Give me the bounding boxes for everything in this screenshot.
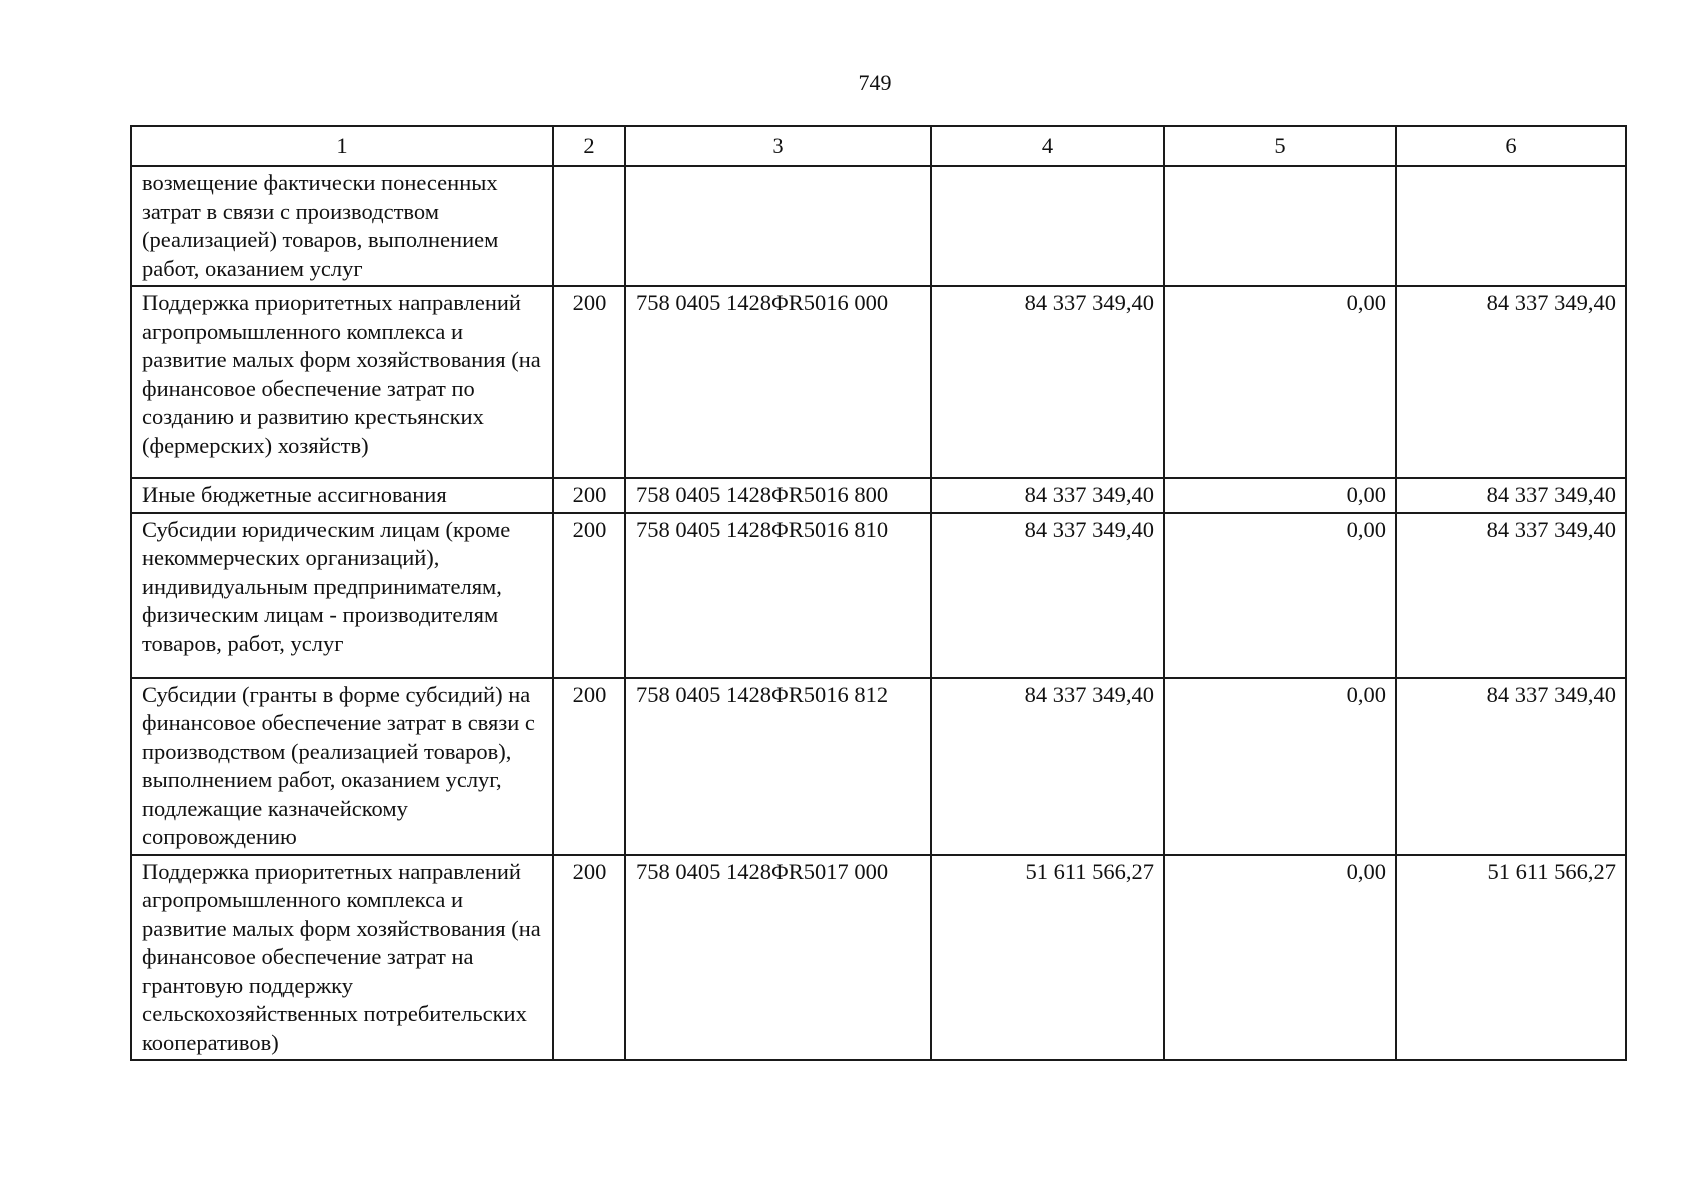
cell-total: 84 337 349,40 (1396, 513, 1626, 678)
table-header-row (131, 126, 1626, 166)
cell-status: 200 (553, 286, 625, 478)
cell-total: 84 337 349,40 (1396, 478, 1626, 513)
cell-code (625, 166, 931, 286)
cell-change: 0,00 (1164, 855, 1396, 1061)
budget-table (130, 125, 1627, 1061)
cell-amount: 84 337 349,40 (931, 513, 1164, 678)
table-row (131, 513, 1626, 678)
table-row (131, 286, 1626, 478)
cell-amount: 51 611 566,27 (931, 855, 1164, 1061)
cell-change: 0,00 (1164, 478, 1396, 513)
table-row (131, 166, 1626, 286)
cell-change: 0,00 (1164, 678, 1396, 855)
cell-status: 200 (553, 855, 625, 1061)
cell-status (553, 166, 625, 286)
table-row (131, 855, 1626, 1061)
cell-total: 84 337 349,40 (1396, 678, 1626, 855)
cell-change (1164, 166, 1396, 286)
column-header-4: 4 (931, 126, 1164, 166)
cell-amount: 84 337 349,40 (931, 678, 1164, 855)
column-header-5: 5 (1164, 126, 1396, 166)
cell-total: 84 337 349,40 (1396, 286, 1626, 478)
cell-name: Поддержка приоритетных направлений агропромышленного комплекса и развитие малых форм хозяйствования (на финансовое обеспечение затрат по созданию и развитию крестьянских (фермерских) хозяйств) (131, 286, 553, 478)
cell-amount: 84 337 349,40 (931, 478, 1164, 513)
cell-code: 758 0405 1428ФR5016 810 (625, 513, 931, 678)
column-header-6: 6 (1396, 126, 1626, 166)
cell-name: возмещение фактически понесенных затрат в связи с производством (реализацией) товаров, выполнением работ, оказанием услуг (131, 166, 553, 286)
cell-name: Иные бюджетные ассигнования (131, 478, 553, 513)
table-row (131, 478, 1626, 513)
cell-amount (931, 166, 1164, 286)
column-header-1: 1 (131, 126, 553, 166)
cell-status: 200 (553, 513, 625, 678)
cell-amount: 84 337 349,40 (931, 286, 1164, 478)
cell-name: Субсидии (гранты в форме субсидий) на финансовое обеспечение затрат в связи с производством (реализацией товаров), выполнением работ, оказанием услуг, подлежащие казначейскому сопровождению (131, 678, 553, 855)
cell-code: 758 0405 1428ФR5017 000 (625, 855, 931, 1061)
page-number: 749 (858, 70, 892, 95)
cell-change: 0,00 (1164, 286, 1396, 478)
cell-status: 200 (553, 678, 625, 855)
cell-name: Субсидии юридическим лицам (кроме некоммерческих организаций), индивидуальным предпринимателям, физическим лицам - производителям товаров, работ, услуг (131, 513, 553, 678)
cell-total (1396, 166, 1626, 286)
column-header-3: 3 (625, 126, 931, 166)
cell-status: 200 (553, 478, 625, 513)
cell-code: 758 0405 1428ФR5016 812 (625, 678, 931, 855)
cell-code: 758 0405 1428ФR5016 800 (625, 478, 931, 513)
cell-name: Поддержка приоритетных направлений агропромышленного комплекса и развитие малых форм хозяйствования (на финансовое обеспечение затрат на грантовую поддержку сельскохозяйственных потребительских кооперативов) (131, 855, 553, 1061)
table-row (131, 678, 1626, 855)
cell-code: 758 0405 1428ФR5016 000 (625, 286, 931, 478)
cell-change: 0,00 (1164, 513, 1396, 678)
cell-total: 51 611 566,27 (1396, 855, 1626, 1061)
column-header-2: 2 (553, 126, 625, 166)
